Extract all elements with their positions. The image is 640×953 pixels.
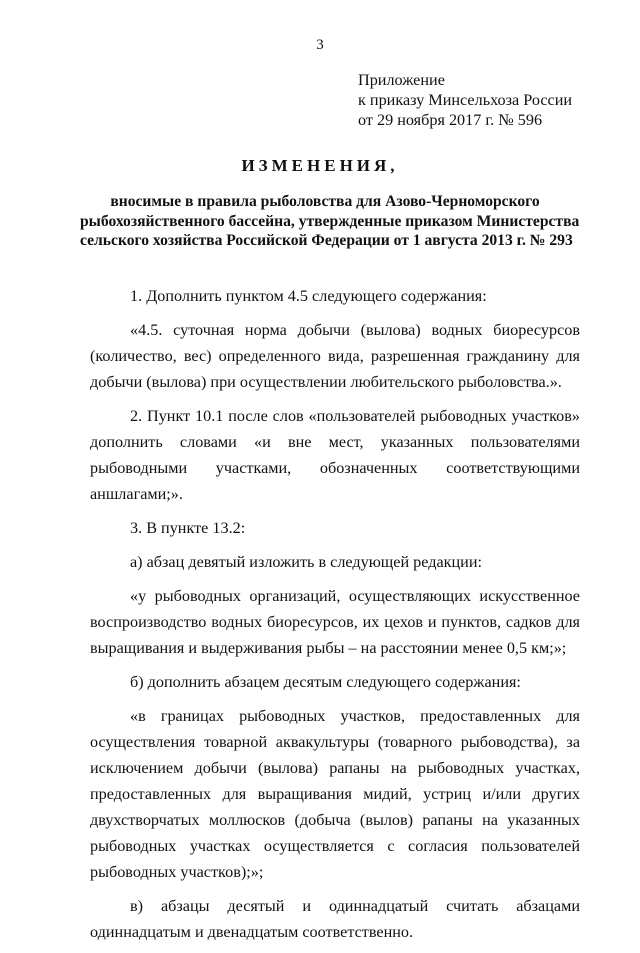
paragraph-6: «у рыбоводных организаций, осуществляющих искусственное воспроизводство водных биоресурсов, их цехов и пунктов, садков для выращивания и выдерживания рыбы – на расстоянии менее 0,5 км;»; <box>90 587 580 657</box>
page-number: 3 <box>316 37 324 53</box>
appendix-line-1: Приложение <box>358 71 445 89</box>
appendix-line-2: к приказу Минсельхоза России <box>358 91 573 109</box>
document-subheading <box>80 192 580 251</box>
subheading-line-1: вносимые в правила рыболовства для Азово-Черноморского <box>110 193 540 210</box>
subheading-line-3: сельского хозяйства Российской Федерации от 1 августа 2013 г. № 293 <box>80 232 573 249</box>
subheading-line-2: рыбохозяйственного бассейна, утвержденные приказом Министерства <box>80 212 580 230</box>
paragraph-5: а) абзац девятый изложить в следующей редакции: <box>130 553 483 571</box>
paragraph-1: 1. Дополнить пунктом 4.5 следующего содержания: <box>130 287 487 305</box>
paragraph-7: б) дополнить абзацем десятым следующего содержания: <box>130 673 521 691</box>
paragraph-9: в) абзацы десятый и одиннадцатый считать абзацами одиннадцатым и двенадцатым соответственно. <box>90 897 580 941</box>
paragraph-3: 2. Пункт 10.1 после слов «пользователей рыбоводных участков» дополнить словами «и вне мест, указанных пользователями рыбоводными участками, обозначенных соответствующими аншлагами;». <box>90 407 580 503</box>
appendix-line-3: от 29 ноября 2017 г. № 596 <box>358 111 543 129</box>
paragraph-2: «4.5. суточная норма добычи (вылова) водных биоресурсов (количество, вес) определенного вида, разрешенная гражданину для добычи (вылова) при осуществлении любительского рыболовства.». <box>90 321 580 391</box>
document-heading: ИЗМЕНЕНИЯ, <box>241 156 399 175</box>
paragraph-4: 3. В пункте 13.2: <box>130 519 246 537</box>
document-body <box>90 283 580 953</box>
paragraph-8: «в границах рыбоводных участков, предоставленных для осуществления товарной аквакультуры (товарного рыбоводства), за исключением добычи (вылова) рапаны на рыбоводных участках, предоставленных для выращивания мидий, устриц и/или других двухстворчатых моллюсков (добыча (вылов) рапаны на указанных рыбоводных участках осуществляется с согласия пользователей рыбоводных участков);»; <box>90 707 580 881</box>
appendix-block <box>358 70 618 130</box>
